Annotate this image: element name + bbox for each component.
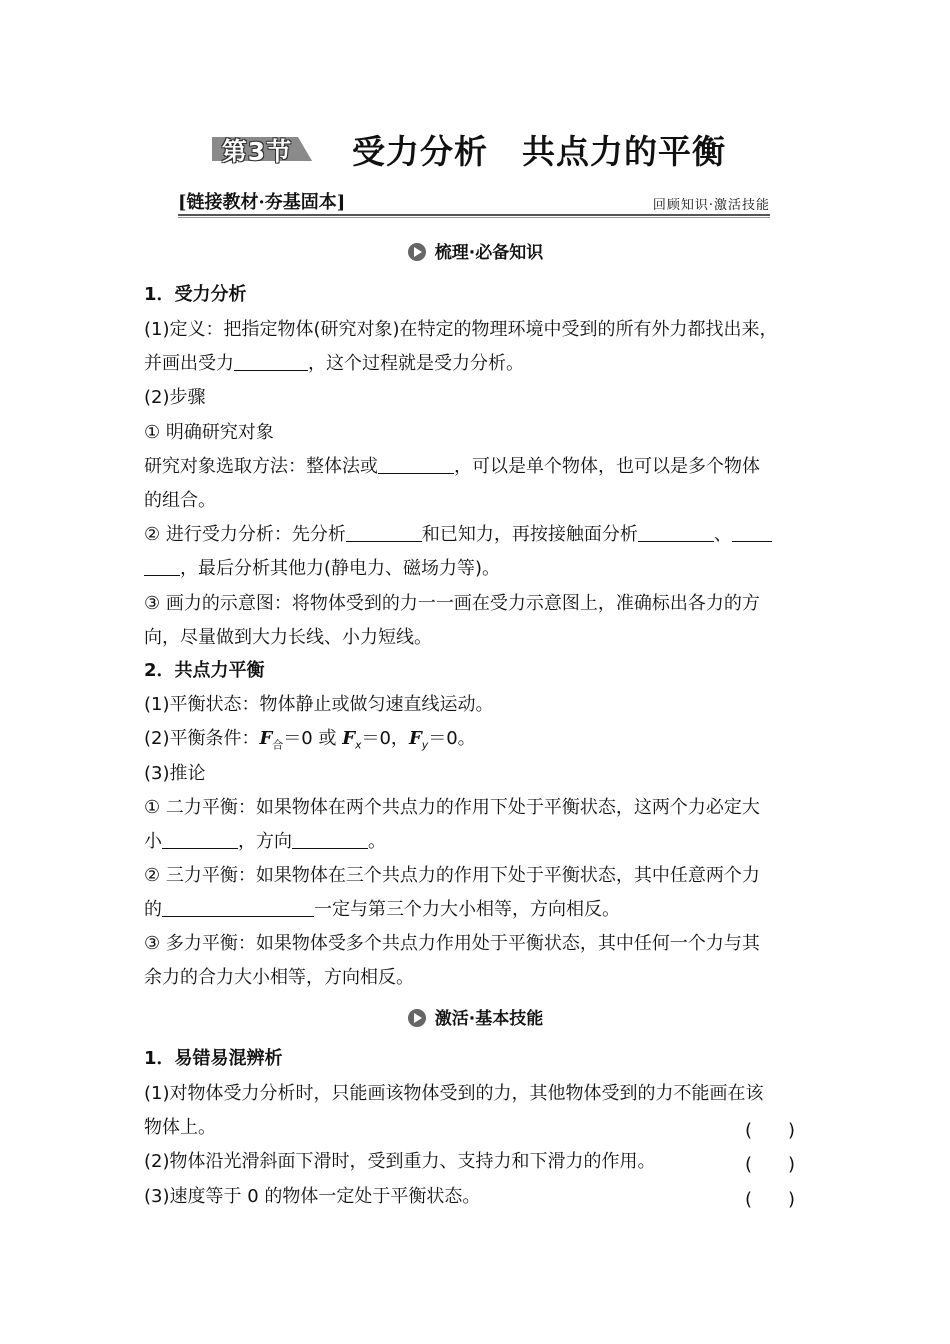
s2-p2 — [144, 727, 824, 758]
fill-blank — [346, 523, 422, 542]
fill-blank — [292, 830, 368, 849]
fill-blank — [162, 830, 238, 849]
text: ② 进行受力分析：先分析 — [144, 524, 346, 545]
answer-paren-2[interactable]: ( ) — [745, 1154, 796, 1175]
s2-title: 2．共点力平衡 — [144, 660, 265, 681]
s1-p5: 的组合。 — [144, 490, 216, 511]
text: 。 — [368, 831, 386, 852]
s1-p8: ③ 画力的示意图：将物体受到的力一一画在受力示意图上，准确标出各力的方 — [144, 593, 760, 614]
subscript: x — [354, 738, 362, 752]
subscript: 合 — [272, 738, 284, 752]
text: (2)平衡条件： — [144, 728, 260, 749]
band-divider-thin — [178, 217, 770, 218]
text: ＝0 或 — [283, 728, 343, 749]
heading-skills-text: 激活·基本技能 — [434, 1009, 544, 1029]
s2-p9: 余力的合力大小相等，方向相反。 — [144, 967, 414, 988]
text: 的 — [144, 899, 162, 920]
text: 一定与第三个力大小相等，方向相反。 — [314, 899, 620, 920]
s1-p7 — [144, 557, 824, 581]
s3-q1b: 物体上。 — [144, 1117, 216, 1138]
s2-p7 — [144, 898, 824, 922]
band-divider — [178, 214, 770, 216]
s3-q2: (2)物体沿光滑斜面下滑时，受到重力、支持力和下滑力的作用。 — [144, 1151, 656, 1172]
s1-p2: (2)步骤 — [144, 387, 206, 408]
var-fx: F — [342, 728, 355, 749]
s1-p6 — [144, 523, 824, 547]
text: ＝0， — [361, 728, 409, 749]
subscript: y — [421, 738, 429, 752]
text: ＝0。 — [428, 728, 476, 749]
s1-title: 1．受力分析 — [144, 284, 247, 305]
answer-paren-3[interactable]: ( ) — [745, 1189, 796, 1210]
s2-p4: ① 二力平衡：如果物体在两个共点力的作用下处于平衡状态，这两个力必定大 — [144, 797, 760, 818]
s3-q3: (3)速度等于 0 的物体一定处于平衡状态。 — [144, 1186, 481, 1207]
text: 、 — [713, 524, 732, 545]
band-right-label: 回顾知识·激活技能 — [652, 198, 770, 213]
s1-p1b — [144, 352, 824, 376]
s3-q1a: (1)对物体受力分析时，只能画该物体受到的力，其他物体受到的力不能画在该 — [144, 1083, 764, 1104]
section-band — [178, 186, 770, 216]
s2-p5 — [144, 830, 824, 854]
text: 并画出受力 — [144, 353, 234, 374]
text: ，这个过程就是受力分析。 — [308, 353, 524, 374]
var-f: F — [259, 728, 273, 749]
s2-p3: (3)推论 — [144, 763, 206, 784]
s2-p8: ③ 多力平衡：如果物体受多个共点力作用处于平衡状态，其中任何一个力与其 — [144, 933, 760, 954]
s1-p9: 向，尽量做到大力长线、小力短线。 — [144, 627, 432, 648]
text: 研究对象选取方法：整体法或 — [144, 456, 378, 477]
text: ，方向 — [238, 831, 292, 852]
s1-p1a: (1)定义：把指定物体(研究对象)在特定的物理环境中受到的所有外力都找出来， — [144, 319, 778, 340]
page-title: 受力分析 共点力的平衡 — [352, 132, 726, 171]
section-badge-text: 第3节 — [221, 137, 293, 166]
text: ，可以是单个物体，也可以是多个物体 — [454, 456, 760, 477]
fill-blank — [234, 352, 308, 371]
s2-p6: ② 三力平衡：如果物体在三个共点力的作用下处于平衡状态，其中任意两个力 — [144, 865, 760, 886]
heading-knowledge — [0, 238, 950, 263]
s3-title: 1．易错易混辨析 — [144, 1048, 283, 1069]
band-left-label: [链接教材·夯基固本] — [178, 192, 346, 213]
play-circle-icon — [407, 242, 427, 262]
play-circle-icon — [407, 1008, 427, 1028]
s2-p1: (1)平衡状态：物体静止或做匀速直线运动。 — [144, 694, 494, 715]
text: 和已知力，再按接触面分析 — [421, 524, 638, 545]
title-row — [0, 122, 950, 172]
heading-knowledge-text: 梳理·必备知识 — [434, 243, 544, 263]
fill-blank — [144, 557, 180, 576]
text: 小 — [144, 831, 162, 852]
heading-skills — [0, 1004, 950, 1029]
var-fy: F — [408, 728, 422, 749]
fill-blank — [732, 523, 772, 542]
s1-p4 — [144, 455, 824, 479]
fill-blank — [638, 523, 714, 542]
text: ，最后分析其他力(静电力、磁场力等)。 — [180, 558, 501, 579]
fill-blank — [378, 455, 454, 474]
s1-p3: ① 明确研究对象 — [144, 422, 274, 443]
fill-blank — [162, 898, 314, 917]
section-badge — [212, 131, 312, 166]
answer-paren-1[interactable]: ( ) — [745, 1120, 796, 1141]
